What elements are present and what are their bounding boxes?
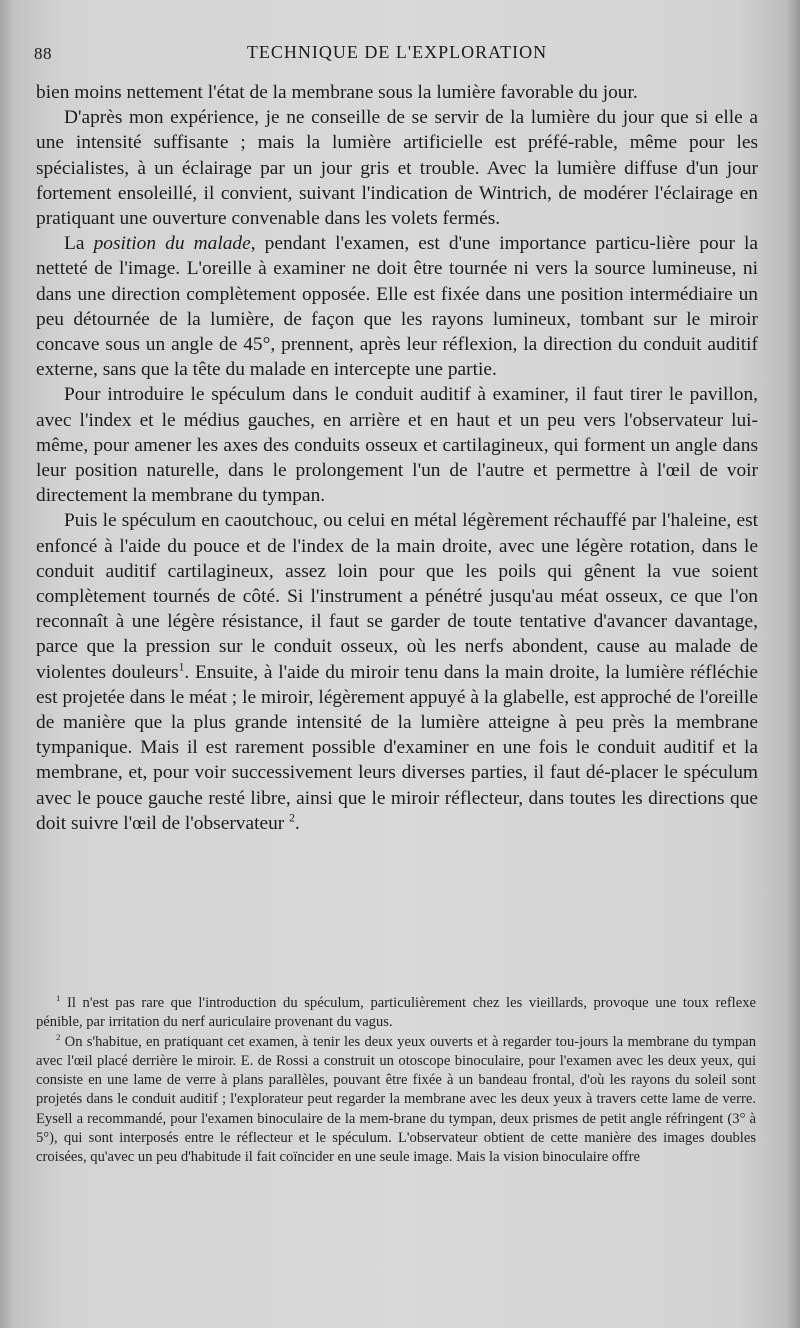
paragraph-text: . [294, 812, 300, 834]
page-edge-shadow [786, 0, 800, 1328]
paragraph [36, 105, 758, 231]
footnote-reference: 1 [178, 660, 185, 674]
paragraph-text: . Ensuite, à l'aide du miroir tenu dans la main droite, la lumière réfléchie est projetée dans le méat ; le miroir, légèrement appuyé à la glabelle, est approché de l'oreille de manière que la plus grande intensité de la lumière atteigne à peu près la membrane tympanique. Mais il est rarement possible d'examiner en une fois le conduit auditif et la membrane, et, pour voir successivement leurs diverses parties, il faut dé-placer le spéculum avec le pouce gauche resté libre, ainsi que le miroir réflecteur, dans toutes les directions que doit suivre l'œil de l'observateur [36, 661, 758, 834]
footnote [36, 1033, 756, 1168]
paragraph [36, 508, 758, 836]
paragraph [36, 80, 758, 105]
paragraph-text: La [64, 233, 94, 255]
footnote-text: On s'habitue, en pratiquant cet examen, à tenir les deux yeux ouverts et à regarder tou-jours la membrane du tympan avec l'œil placé derrière le miroir. E. de Rossi a construit un otoscope binoculaire, pour l'examen avec les deux yeux, qui consiste en une lame de verre à plans parallèles, pouvant être fixée à un bandeau frontal, d'où les rayons du soleil sont projetés dans le conduit auditif ; l'explorateur peut regarder la membrane avec les deux yeux à travers cette lame de verre. Eysell a recommandé, pour l'examen binoculaire de la mem-brane du tympan, deux prismes de petit angle réfringent (3° à 5°), qui sont interposés entre le réflecteur et le spéculum. L'observateur obtient de cette manière des images doubles croisées, qu'avec un peu d'habitude il fait coïncider en une seule image. Mais la vision binoculaire offre [36, 1033, 756, 1166]
footnote-reference: 2 [289, 811, 295, 825]
body-text [36, 80, 758, 836]
footnotes [36, 994, 756, 1168]
page-number: 88 [34, 44, 52, 63]
page-header [34, 40, 760, 70]
paragraph-text: Puis le spéculum en caoutchouc, ou celui en métal légèrement réchauffé par l'haleine, est enfoncé à l'aide du pouce et de l'index de la main droite, avec une légère rotation, dans le conduit auditif cartilagineux, assez loin pour que les poils qui gênent la vue soient complètement tournés de côté. Si l'instrument a pénétré jusqu'au méat osseux, ce que l'on reconnaît à une légère résistance, il faut se garder de toute tentative d'avancer davantage, parce que la pression sur le conduit osseux, où les nerfs abondent, cause au malade de violentes douleurs [36, 510, 758, 683]
paragraph-text: Pour introduire le spéculum dans le conduit auditif à examiner, il faut tirer le pavillon, avec l'index et le médius gauches, en arrière et en haut et un peu vers l'observateur lui-même, pour amener les axes des conduits osseux et cartilagineux, qui forment un angle dans leur position naturelle, dans le prolongement l'un de l'autre et permettre à l'œil de voir directement la membrane du tympan. [36, 384, 758, 507]
footnote-text: Il n'est pas rare que l'introduction du spéculum, particulièrement chez les vieillards, provoque une toux reflexe pénible, par irritation du nerf auriculaire provenant du vagus. [36, 995, 756, 1031]
running-title: TECHNIQUE DE L'EXPLORATION [246, 42, 548, 62]
paragraph [36, 382, 758, 508]
paragraph-text: , pendant l'examen, est d'une importance particu-lière pour la netteté de l'image. L'oreille à examiner ne doit être tournée ni vers la source lumineuse, ni dans une direction complètement opposée. Elle est fixée dans une position intermédiaire un peu détournée de la lumière, de façon que les rayons lumineux, tombant sur le miroir concave sous un angle de 45°, prennent, après leur réflexion, la direction du conduit auditif externe, sans que la tête du malade en intercepte une partie. [36, 233, 758, 381]
page-edge-shadow [0, 0, 14, 1328]
footnote [36, 994, 756, 1033]
paragraph-text: D'après mon expérience, je ne conseille de se servir de la lumière du jour que si elle a une intensité suffisante ; mais la lumière artificielle est préfé-rable, même pour les spécialistes, à un éclairage par un jour gris et trouble. Avec la lumière diffuse d'un jour fortement ensoleillé, il convient, suivant l'indication de Wintrich, de modérer l'éclairage en pratiquant une ouverture convenable dans les volets fermés. [36, 107, 758, 230]
paragraph [36, 231, 758, 382]
italic-term: position du malade [93, 233, 251, 255]
paragraph-text: bien moins nettement l'état de la membrane sous la lumière favorable du jour. [36, 82, 638, 103]
footnote-marker: 2 [56, 1031, 61, 1042]
footnote-marker: 1 [56, 993, 61, 1004]
